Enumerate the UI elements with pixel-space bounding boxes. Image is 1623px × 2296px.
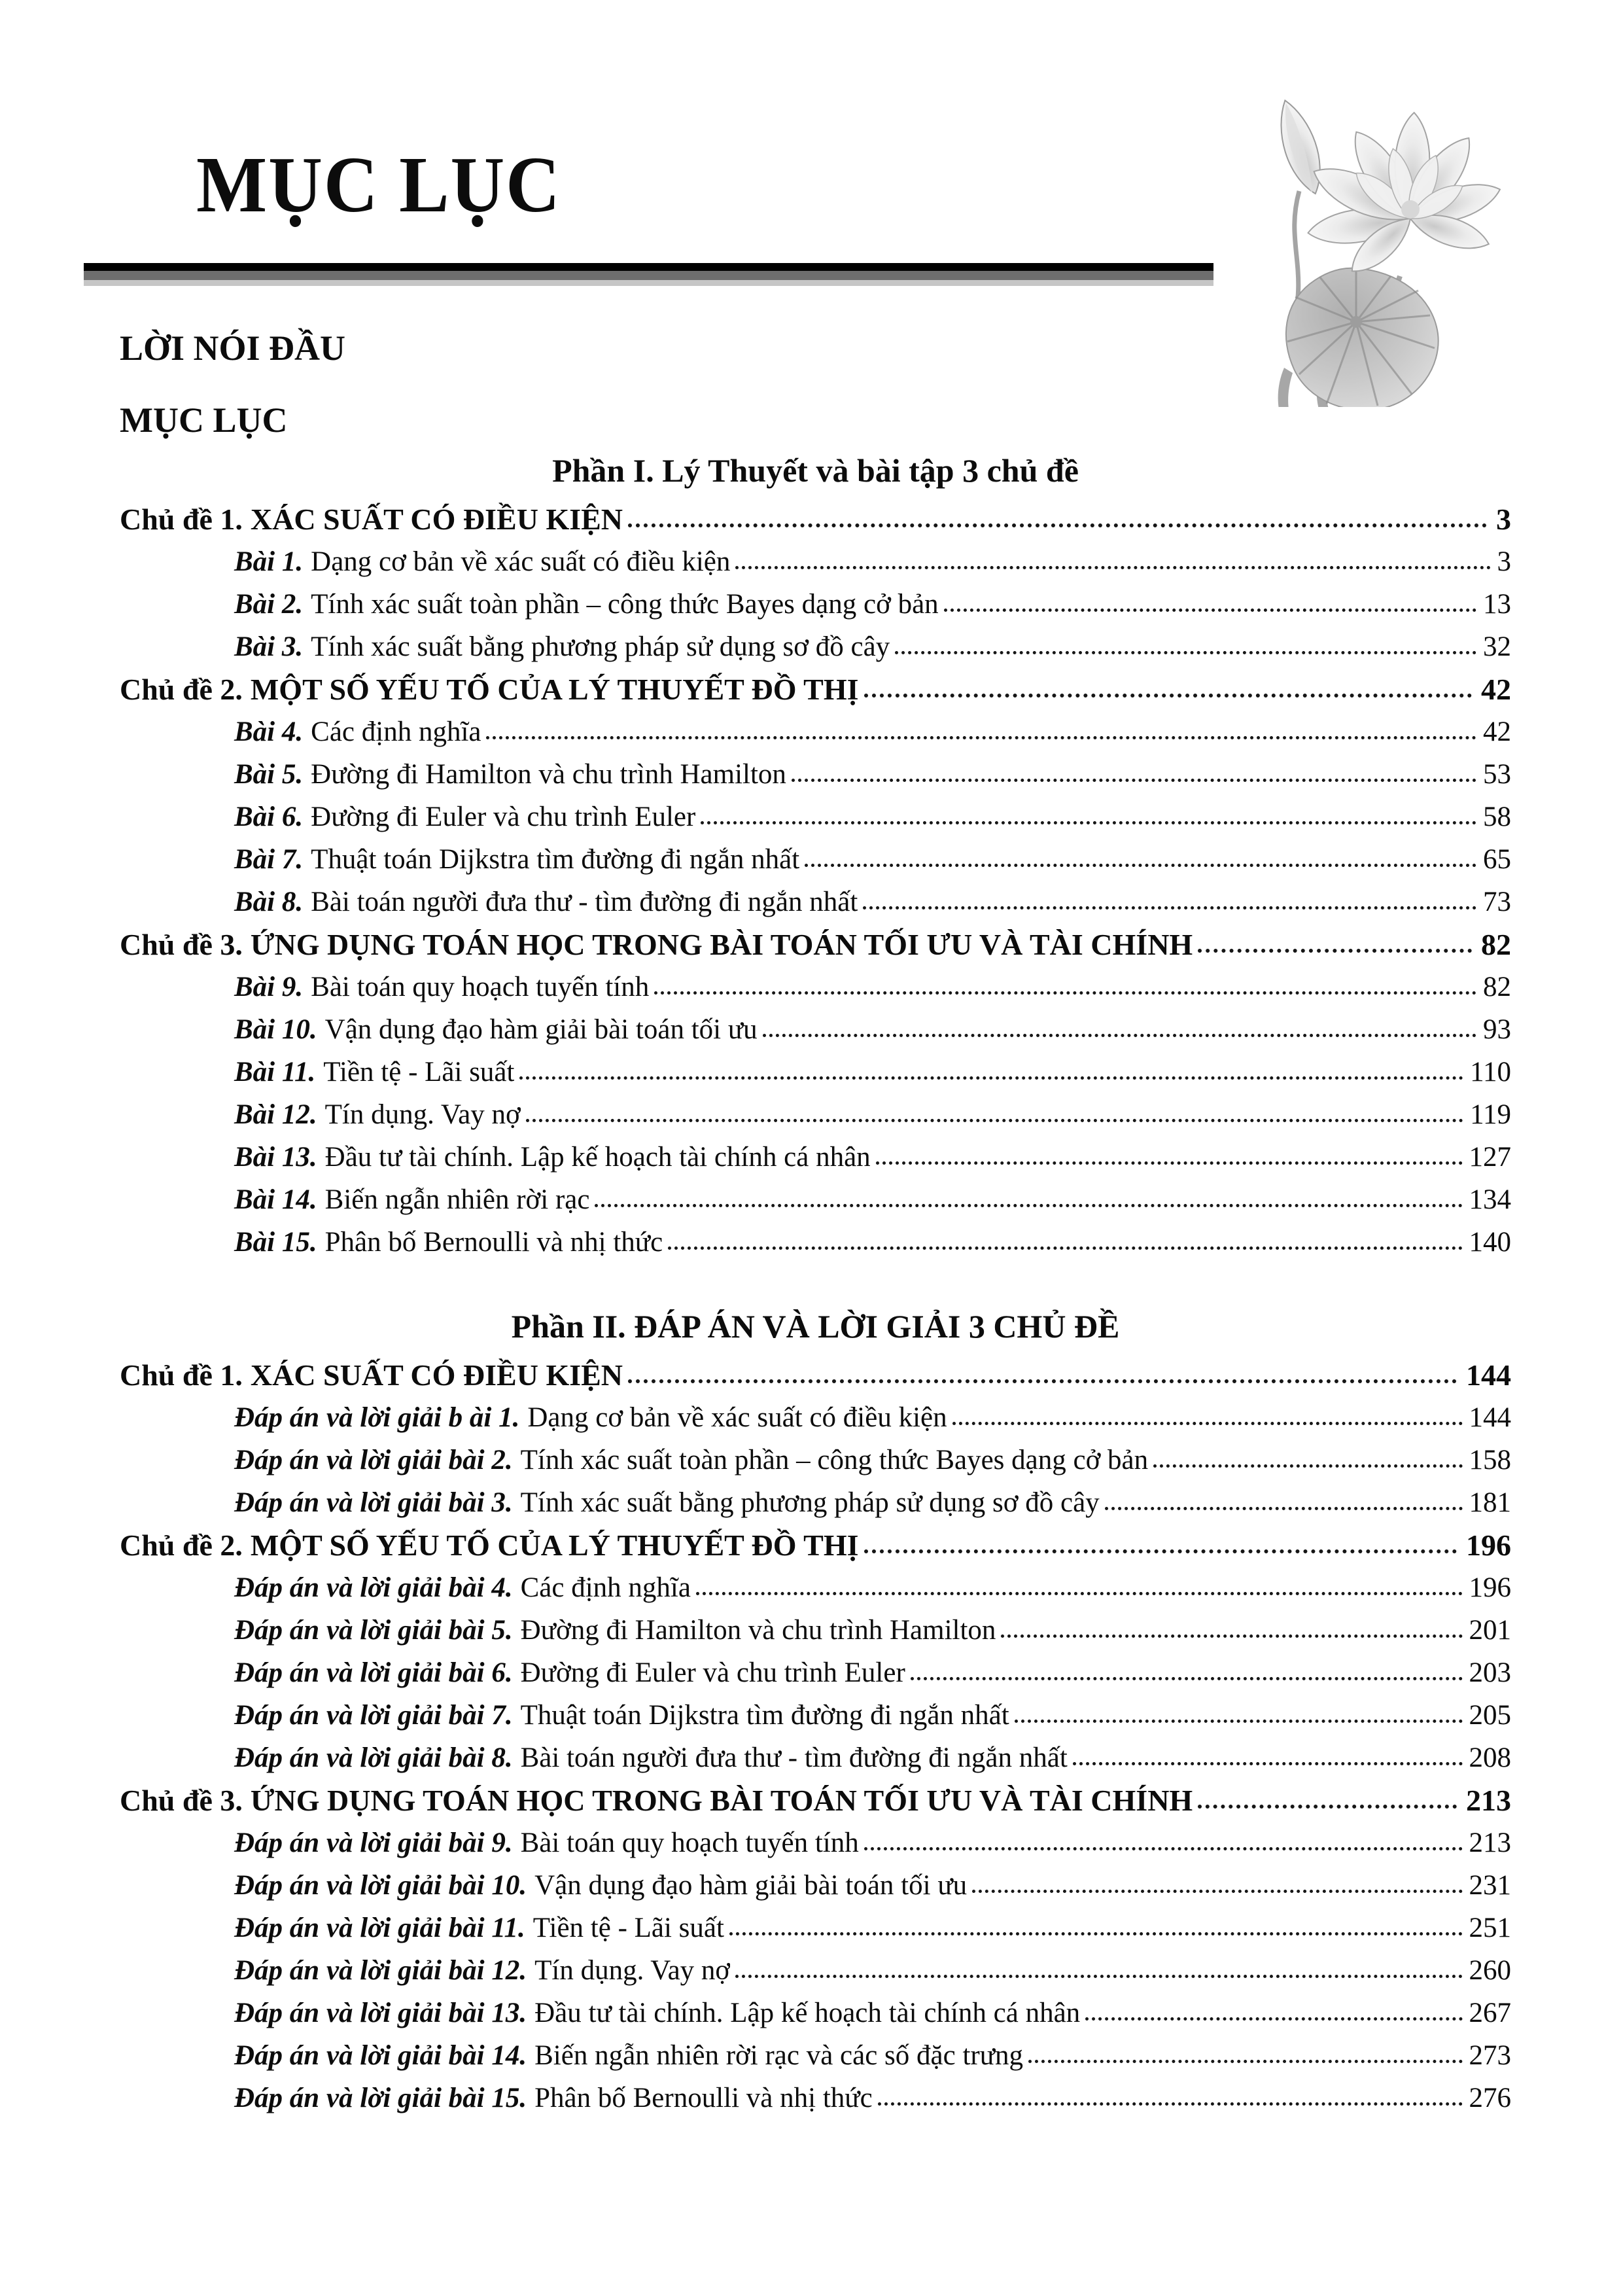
dot-leader [972, 1890, 1462, 1893]
entry-label: Đáp án và lời giải bài 7. [234, 1700, 513, 1731]
toc-entry [234, 1822, 1511, 1864]
toc-entry [120, 1354, 1511, 1396]
dot-leader [944, 609, 1476, 612]
dot-leader [729, 1932, 1463, 1935]
page-number: 65 [1483, 844, 1511, 875]
entry-title: Các định nghĩa [311, 716, 481, 748]
page-number: 140 [1469, 1227, 1511, 1258]
page-number: 213 [1466, 1784, 1511, 1818]
dot-leader [1085, 2017, 1462, 2021]
page-number: 119 [1470, 1099, 1511, 1131]
entry-label: Bài 9. [234, 972, 304, 1003]
entry-title: Đường đi Hamilton và chu trình Hamilton [311, 759, 786, 790]
lotus-flower-image [1222, 60, 1549, 407]
entry-title: Thuật toán Dijkstra tìm đường đi ngắn nhất [311, 844, 800, 875]
page-number: 203 [1469, 1657, 1511, 1689]
entry-title: Dạng cơ bản về xác suất có điều kiện [311, 546, 731, 578]
dot-leader [595, 1204, 1462, 1207]
page-number: 3 [1496, 503, 1511, 537]
entry-label: Đáp án và lời giải bài 11. [234, 1913, 525, 1944]
entry-label: Chủ đề 3. [120, 928, 243, 962]
part-2-section [120, 1307, 1511, 2119]
toc-entry [234, 1221, 1511, 1263]
part-2-heading: Phần II. ĐÁP ÁN VÀ LỜI GIẢI 3 CHỦ ĐỀ [511, 1308, 1120, 1345]
toc-entry [234, 1864, 1511, 1907]
page-number: 213 [1469, 1828, 1511, 1859]
entry-title: Vận dụng đạo hàm giải bài toán tối ưu [534, 1870, 968, 1901]
entry-title: Thuật toán Dijkstra tìm đường đi ngắn nhất [520, 1700, 1009, 1731]
entry-title: Bài toán người đưa thư - tìm đường đi ngắn nhất [520, 1742, 1068, 1774]
page-number: 144 [1469, 1402, 1511, 1434]
toc-entry [234, 1949, 1511, 1992]
toc-entry [234, 2034, 1511, 2077]
page-number: 3 [1497, 546, 1511, 578]
entry-label: Chủ đề 2. [120, 673, 243, 707]
page-number: 82 [1481, 928, 1511, 962]
page-number: 181 [1469, 1487, 1511, 1519]
page-number: 267 [1469, 1998, 1511, 2029]
dot-leader [628, 523, 1487, 527]
entry-label: Bài 11. [234, 1057, 316, 1088]
entry-label: Chủ đề 3. [120, 1784, 243, 1818]
title-rule-gray-band [84, 271, 1213, 280]
entry-title: Tính xác suất toàn phần – công thức Bayes dạng cở bản [520, 1445, 1149, 1476]
page-number: 42 [1483, 716, 1511, 748]
page-number: 58 [1483, 802, 1511, 833]
entry-title: Tín dụng. Vay nợ [324, 1099, 521, 1131]
entry-title: ỨNG DỤNG TOÁN HỌC TRONG BÀI TOÁN TỐI ƯU VÀ TÀI CHÍNH [250, 928, 1193, 962]
page-number: 82 [1483, 972, 1511, 1003]
toc-entry [234, 881, 1511, 923]
entry-title: XÁC SUẤT CÓ ĐIỀU KIỆN [250, 1358, 623, 1392]
entry-label: Bài 2. [234, 589, 304, 620]
title-rule-black-band [84, 263, 1213, 271]
entry-title: Đường đi Hamilton và chu trình Hamilton [520, 1615, 996, 1646]
toc-entry [234, 1093, 1511, 1136]
entry-title: Phân bố Bernoulli và nhị thức [534, 2083, 873, 2114]
page-number: 158 [1469, 1445, 1511, 1476]
dot-leader [1105, 1507, 1463, 1510]
dot-leader [1001, 1634, 1462, 1638]
entry-label: Bài 3. [234, 631, 304, 663]
page-number: 201 [1469, 1615, 1511, 1646]
entry-label: Bài 10. [234, 1014, 317, 1046]
dot-leader [668, 1246, 1462, 1250]
toc-entry [234, 1609, 1511, 1651]
page-number: 208 [1469, 1742, 1511, 1774]
dot-leader [519, 1076, 1463, 1080]
dot-leader [911, 1677, 1463, 1680]
entry-label: Đáp án và lời giải bài 15. [234, 2083, 527, 2114]
toc-entry [234, 711, 1511, 753]
page-number: 196 [1469, 1572, 1511, 1604]
entry-label: Đáp án và lời giải bài 8. [234, 1742, 513, 1774]
toc-entry [234, 1737, 1511, 1779]
page-number: 144 [1466, 1358, 1511, 1392]
entry-label: Bài 8. [234, 887, 304, 918]
toc-entry [234, 1651, 1511, 1694]
dot-leader [1198, 1805, 1457, 1809]
toc-entry [234, 1439, 1511, 1481]
title-rule-lightgray-band [84, 280, 1213, 286]
dot-leader [486, 736, 1476, 739]
dot-leader [863, 906, 1476, 910]
part-2-toc-list [120, 1354, 1511, 2119]
dot-leader [735, 566, 1490, 569]
entry-label: Bài 12. [234, 1099, 317, 1131]
toc-entry [120, 498, 1511, 540]
toc-entry [120, 668, 1511, 711]
entry-title: Đầu tư tài chính. Lập kế hoạch tài chính cá nhân [534, 1998, 1081, 2029]
entry-title: ỨNG DỤNG TOÁN HỌC TRONG BÀI TOÁN TỐI ƯU VÀ TÀI CHÍNH [250, 1784, 1193, 1818]
page-number: 134 [1469, 1184, 1511, 1216]
entry-title: Tính xác suất bằng phương pháp sử dụng sơ đồ cây [520, 1487, 1100, 1519]
page-number: 42 [1481, 673, 1511, 707]
title-rule [84, 263, 1213, 286]
toc-entry [234, 1907, 1511, 1949]
entry-label: Bài 4. [234, 716, 304, 748]
dot-leader [876, 1161, 1463, 1165]
entry-label: Đáp án và lời giải bài 4. [234, 1572, 513, 1604]
dot-leader [701, 821, 1476, 824]
toc-entry [234, 626, 1511, 668]
dot-leader [895, 651, 1476, 654]
entry-label: Bài 5. [234, 759, 304, 790]
entry-label: Đáp án và lời giải bài 3. [234, 1487, 513, 1519]
dot-leader [1198, 949, 1472, 953]
entry-label: Đáp án và lời giải bài 13. [234, 1998, 527, 2029]
page-number: 251 [1469, 1913, 1511, 1944]
dot-leader [1028, 2060, 1462, 2063]
entry-title: XÁC SUẤT CÓ ĐIỀU KIỆN [250, 503, 623, 537]
dot-leader [763, 1034, 1476, 1037]
dot-leader [805, 864, 1476, 867]
entry-label: Đáp án và lời giải bài 6. [234, 1657, 513, 1689]
page-number: 276 [1469, 2083, 1511, 2114]
page-number: 205 [1469, 1700, 1511, 1731]
entry-title: Tiền tệ - Lãi suất [323, 1057, 515, 1088]
entry-label: Bài 15. [234, 1227, 317, 1258]
entry-label: Chủ đề 1. [120, 503, 243, 537]
toc-entry [234, 1051, 1511, 1093]
toc-entry [120, 923, 1511, 966]
toc-entry [234, 1694, 1511, 1737]
toc-entry [234, 1136, 1511, 1178]
entry-label: Bài 6. [234, 802, 304, 833]
dot-leader [735, 1975, 1462, 1978]
dot-leader [792, 779, 1476, 782]
entry-title: Dạng cơ bản về xác suất có điều kiện [527, 1402, 947, 1434]
entry-label: Đáp án và lời giải bài 2. [234, 1445, 513, 1476]
toc-entry [234, 1992, 1511, 2034]
toc-entry [234, 1396, 1511, 1439]
page-number: 260 [1469, 1955, 1511, 1987]
toc-entry [234, 838, 1511, 881]
dot-leader [696, 1592, 1463, 1595]
page-number: 127 [1469, 1142, 1511, 1173]
dot-leader [952, 1422, 1463, 1425]
entry-label: Bài 1. [234, 546, 304, 578]
toc-entry [234, 966, 1511, 1008]
entry-title: Tính xác suất toàn phần – công thức Bayes dạng cở bản [311, 589, 939, 620]
page-number: 32 [1483, 631, 1511, 663]
entry-label: Đáp án và lời giải bài 9. [234, 1828, 513, 1859]
toc-entry [234, 796, 1511, 838]
page-number: 110 [1470, 1057, 1511, 1088]
entry-label: Bài 7. [234, 844, 304, 875]
part-1-section [120, 451, 1511, 1263]
dot-leader [1153, 1464, 1462, 1468]
toc-entry [234, 583, 1511, 626]
dot-leader [526, 1119, 1463, 1122]
dot-leader [1073, 1762, 1463, 1765]
part-1-toc-list [120, 498, 1511, 1263]
entry-title: Tiền tệ - Lãi suất [532, 1913, 724, 1944]
dot-leader [864, 694, 1472, 698]
page-number: 93 [1483, 1014, 1511, 1046]
entry-title: Vận dụng đạo hàm giải bài toán tối ưu [324, 1014, 758, 1046]
toc-self-heading: MỤC LỤC [120, 400, 288, 440]
entry-label: Bài 14. [234, 1184, 317, 1216]
toc-entry [234, 2077, 1511, 2119]
dot-leader [654, 991, 1476, 995]
dot-leader [864, 1549, 1457, 1553]
entry-title: Bài toán quy hoạch tuyến tính [311, 972, 650, 1003]
part-1-heading: Phần I. Lý Thuyết và bài tập 3 chủ đề [552, 452, 1079, 489]
entry-title: MỘT SỐ YẾU TỐ CỦA LÝ THUYẾT ĐỒ THỊ [250, 1528, 859, 1563]
entry-label: Đáp án và lời giải bài 12. [234, 1955, 527, 1987]
entry-label: Đáp án và lời giải b ài 1. [234, 1402, 520, 1434]
entry-title: Phân bố Bernoulli và nhị thức [324, 1227, 663, 1258]
entry-title: Đường đi Euler và chu trình Euler [520, 1657, 905, 1689]
toc-entry [234, 753, 1511, 796]
entry-title: Biến ngẫn nhiên rời rạc và các số đặc trưng [534, 2040, 1024, 2072]
entry-label: Đáp án và lời giải bài 10. [234, 1870, 527, 1901]
page-number: 196 [1466, 1528, 1511, 1563]
page-number: 231 [1469, 1870, 1511, 1901]
entry-title: Biến ngẫn nhiên rời rạc [324, 1184, 590, 1216]
entry-title: Các định nghĩa [520, 1572, 691, 1604]
dot-leader [878, 2102, 1463, 2106]
page-number: 73 [1483, 887, 1511, 918]
page-title: MỤC LỤC [196, 141, 561, 229]
entry-title: Bài toán người đưa thư - tìm đường đi ngắn nhất [311, 887, 858, 918]
entry-title: Tín dụng. Vay nợ [534, 1955, 731, 1987]
dot-leader [864, 1847, 1463, 1850]
entry-title: Tính xác suất bằng phương pháp sử dụng sơ đồ cây [311, 631, 890, 663]
entry-label: Chủ đề 1. [120, 1358, 243, 1392]
toc-entry [234, 1178, 1511, 1221]
toc-entry [234, 1566, 1511, 1609]
page-number: 273 [1469, 2040, 1511, 2072]
dot-leader [628, 1379, 1457, 1383]
toc-entry [120, 1779, 1511, 1822]
entry-label: Chủ đề 2. [120, 1528, 243, 1563]
toc-entry [120, 1524, 1511, 1566]
entry-label: Bài 13. [234, 1142, 317, 1173]
entry-title: MỘT SỐ YẾU TỐ CỦA LÝ THUYẾT ĐỒ THỊ [250, 673, 859, 707]
entry-title: Bài toán quy hoạch tuyến tính [520, 1828, 859, 1859]
toc-entry [234, 1481, 1511, 1524]
entry-label: Đáp án và lời giải bài 14. [234, 2040, 527, 2072]
page-number: 13 [1483, 589, 1511, 620]
entry-title: Đường đi Euler và chu trình Euler [311, 802, 696, 833]
toc-entry [234, 1008, 1511, 1051]
toc-entry [234, 540, 1511, 583]
dot-leader [1015, 1720, 1463, 1723]
entry-title: Đầu tư tài chính. Lập kế hoạch tài chính cá nhân [324, 1142, 871, 1173]
page-number: 53 [1483, 759, 1511, 790]
preface-heading: LỜI NÓI ĐẦU [120, 328, 346, 368]
entry-label: Đáp án và lời giải bài 5. [234, 1615, 513, 1646]
